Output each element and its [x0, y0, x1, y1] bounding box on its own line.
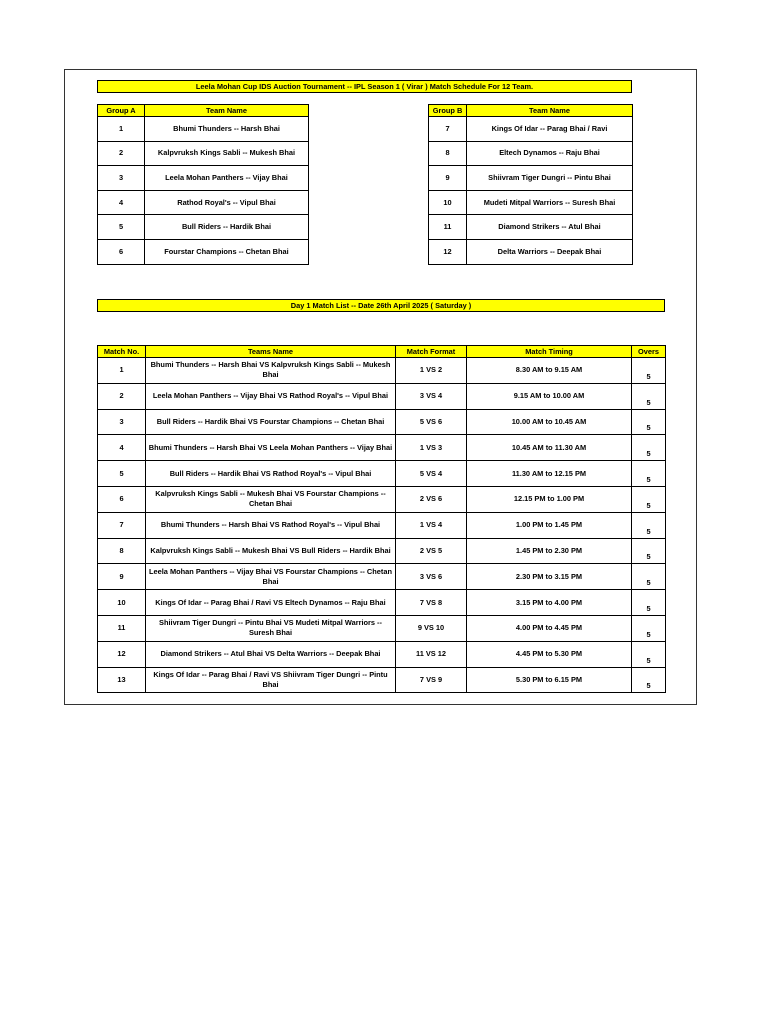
teams-name-cell: Shiivram Tiger Dungri -- Pintu Bhai VS Mudeti Mitpal Warriors -- Suresh Bhai — [146, 615, 396, 641]
team-number-cell: 7 — [429, 117, 467, 142]
teams-name-cell: Bhumi Thunders -- Harsh Bhai VS Rathod Royal's -- Vipul Bhai — [146, 512, 396, 538]
overs-cell: 5 — [632, 461, 666, 487]
team-number-cell: 12 — [429, 239, 467, 264]
group-b-header: Group B — [429, 105, 467, 117]
table-row — [98, 615, 666, 641]
teams-name-cell: Kalpvruksh Kings Sabli -- Mukesh Bhai VS Bull Riders -- Hardik Bhai — [146, 538, 396, 564]
match-format-cell: 5 VS 4 — [396, 461, 467, 487]
table-row — [98, 358, 666, 384]
team-name-cell: Bull Riders -- Hardik Bhai — [145, 215, 309, 240]
overs-cell: 5 — [632, 667, 666, 693]
table-row — [429, 141, 633, 166]
match-timing-cell: 9.15 AM to 10.00 AM — [467, 383, 632, 409]
match-format-cell: 1 VS 2 — [396, 358, 467, 384]
match-format-cell: 1 VS 3 — [396, 435, 467, 461]
day-banner: Day 1 Match List -- Date 26th April 2025 ( Saturday ) — [97, 299, 665, 312]
table-row — [98, 166, 309, 191]
overs-cell: 5 — [632, 383, 666, 409]
overs-cell: 5 — [632, 512, 666, 538]
team-name-cell: Shiivram Tiger Dungri -- Pintu Bhai — [467, 166, 633, 191]
match-no-header: Match No. — [98, 346, 146, 358]
overs-header: Overs — [632, 346, 666, 358]
table-row — [98, 117, 309, 142]
team-name-cell: Diamond Strikers -- Atul Bhai — [467, 215, 633, 240]
overs-cell: 5 — [632, 435, 666, 461]
team-name-cell: Eltech Dynamos -- Raju Bhai — [467, 141, 633, 166]
match-no-cell: 13 — [98, 667, 146, 693]
teams-name-cell: Leela Mohan Panthers -- Vijay Bhai VS Rathod Royal's -- Vipul Bhai — [146, 383, 396, 409]
match-no-cell: 11 — [98, 615, 146, 641]
teams-name-cell: Leela Mohan Panthers -- Vijay Bhai VS Fourstar Champions -- Chetan Bhai — [146, 564, 396, 590]
table-row — [98, 590, 666, 616]
table-row — [98, 215, 309, 240]
match-no-cell: 12 — [98, 641, 146, 667]
match-no-cell: 10 — [98, 590, 146, 616]
team-number-cell: 9 — [429, 166, 467, 191]
match-format-cell: 3 VS 4 — [396, 383, 467, 409]
table-row — [98, 383, 666, 409]
table-row — [98, 409, 666, 435]
team-number-cell: 10 — [429, 190, 467, 215]
teams-name-cell: Bull Riders -- Hardik Bhai VS Fourstar Champions -- Chetan Bhai — [146, 409, 396, 435]
group-a-header: Group A — [98, 105, 145, 117]
match-list-table — [97, 345, 666, 693]
tournament-title-banner: Leela Mohan Cup IDS Auction Tournament -- IPL Season 1 ( Virar ) Match Schedule For 12 Team. — [97, 80, 632, 93]
match-format-cell: 9 VS 10 — [396, 615, 467, 641]
team-number-cell: 5 — [98, 215, 145, 240]
table-row — [429, 215, 633, 240]
match-no-cell: 3 — [98, 409, 146, 435]
table-row — [429, 117, 633, 142]
overs-cell: 5 — [632, 590, 666, 616]
overs-cell: 5 — [632, 538, 666, 564]
table-row — [429, 166, 633, 191]
match-format-cell: 2 VS 5 — [396, 538, 467, 564]
teams-name-cell: Bhumi Thunders -- Harsh Bhai VS Kalpvruksh Kings Sabli -- Mukesh Bhai — [146, 358, 396, 384]
group-a-table — [97, 104, 309, 265]
table-row — [98, 141, 309, 166]
table-row — [429, 239, 633, 264]
overs-cell: 5 — [632, 615, 666, 641]
table-row — [98, 538, 666, 564]
team-number-cell: 11 — [429, 215, 467, 240]
table-row — [98, 512, 666, 538]
team-number-cell: 3 — [98, 166, 145, 191]
team-name-header: Team Name — [467, 105, 633, 117]
match-format-cell: 7 VS 8 — [396, 590, 467, 616]
teams-name-header: Teams Name — [146, 346, 396, 358]
match-format-cell: 3 VS 6 — [396, 564, 467, 590]
teams-name-cell: Bhumi Thunders -- Harsh Bhai VS Leela Mohan Panthers -- Vijay Bhai — [146, 435, 396, 461]
match-timing-cell: 10.00 AM to 10.45 AM — [467, 409, 632, 435]
group-a-header-row — [98, 105, 309, 117]
table-row — [98, 239, 309, 264]
match-no-cell: 4 — [98, 435, 146, 461]
group-b-header-row — [429, 105, 633, 117]
team-name-cell: Delta Warriors -- Deepak Bhai — [467, 239, 633, 264]
group-b-table — [428, 104, 633, 265]
teams-name-cell: Kings Of Idar -- Parag Bhai / Ravi VS Eltech Dynamos -- Raju Bhai — [146, 590, 396, 616]
match-format-cell: 5 VS 6 — [396, 409, 467, 435]
team-name-cell: Kings Of Idar -- Parag Bhai / Ravi — [467, 117, 633, 142]
overs-cell: 5 — [632, 486, 666, 512]
match-no-cell: 1 — [98, 358, 146, 384]
match-no-cell: 5 — [98, 461, 146, 487]
overs-cell: 5 — [632, 641, 666, 667]
match-format-cell: 2 VS 6 — [396, 486, 467, 512]
team-number-cell: 6 — [98, 239, 145, 264]
team-name-cell: Fourstar Champions -- Chetan Bhai — [145, 239, 309, 264]
team-number-cell: 1 — [98, 117, 145, 142]
match-timing-cell: 12.15 PM to 1.00 PM — [467, 486, 632, 512]
match-timing-cell: 4.00 PM to 4.45 PM — [467, 615, 632, 641]
match-format-cell: 1 VS 4 — [396, 512, 467, 538]
match-no-cell: 6 — [98, 486, 146, 512]
match-no-cell: 9 — [98, 564, 146, 590]
team-name-cell: Bhumi Thunders -- Harsh Bhai — [145, 117, 309, 142]
table-row — [429, 190, 633, 215]
team-name-cell: Leela Mohan Panthers -- Vijay Bhai — [145, 166, 309, 191]
match-format-header: Match Format — [396, 346, 467, 358]
table-row — [98, 564, 666, 590]
table-row — [98, 486, 666, 512]
teams-name-cell: Bull Riders -- Hardik Bhai VS Rathod Royal's -- Vipul Bhai — [146, 461, 396, 487]
team-name-header: Team Name — [145, 105, 309, 117]
match-no-cell: 7 — [98, 512, 146, 538]
team-number-cell: 2 — [98, 141, 145, 166]
team-name-cell: Kalpvruksh Kings Sabli -- Mukesh Bhai — [145, 141, 309, 166]
match-timing-cell: 2.30 PM to 3.15 PM — [467, 564, 632, 590]
match-timing-cell: 8.30 AM to 9.15 AM — [467, 358, 632, 384]
team-number-cell: 4 — [98, 190, 145, 215]
team-name-cell: Rathod Royal's -- Vipul Bhai — [145, 190, 309, 215]
table-row — [98, 435, 666, 461]
table-row — [98, 667, 666, 693]
table-row — [98, 641, 666, 667]
overs-cell: 5 — [632, 409, 666, 435]
match-no-cell: 8 — [98, 538, 146, 564]
overs-cell: 5 — [632, 564, 666, 590]
teams-name-cell: Kings Of Idar -- Parag Bhai / Ravi VS Shiivram Tiger Dungri -- Pintu Bhai — [146, 667, 396, 693]
teams-name-cell: Diamond Strikers -- Atul Bhai VS Delta Warriors -- Deepak Bhai — [146, 641, 396, 667]
match-timing-cell: 5.30 PM to 6.15 PM — [467, 667, 632, 693]
match-header-row — [98, 346, 666, 358]
match-timing-cell: 3.15 PM to 4.00 PM — [467, 590, 632, 616]
match-timing-cell: 11.30 AM to 12.15 PM — [467, 461, 632, 487]
table-row — [98, 190, 309, 215]
teams-name-cell: Kalpvruksh Kings Sabli -- Mukesh Bhai VS Fourstar Champions -- Chetan Bhai — [146, 486, 396, 512]
match-timing-header: Match Timing — [467, 346, 632, 358]
match-format-cell: 11 VS 12 — [396, 641, 467, 667]
overs-cell: 5 — [632, 358, 666, 384]
team-number-cell: 8 — [429, 141, 467, 166]
team-name-cell: Mudeti Mitpal Warriors -- Suresh Bhai — [467, 190, 633, 215]
match-timing-cell: 1.45 PM to 2.30 PM — [467, 538, 632, 564]
table-row — [98, 461, 666, 487]
match-timing-cell: 1.00 PM to 1.45 PM — [467, 512, 632, 538]
match-format-cell: 7 VS 9 — [396, 667, 467, 693]
match-timing-cell: 4.45 PM to 5.30 PM — [467, 641, 632, 667]
match-timing-cell: 10.45 AM to 11.30 AM — [467, 435, 632, 461]
match-no-cell: 2 — [98, 383, 146, 409]
